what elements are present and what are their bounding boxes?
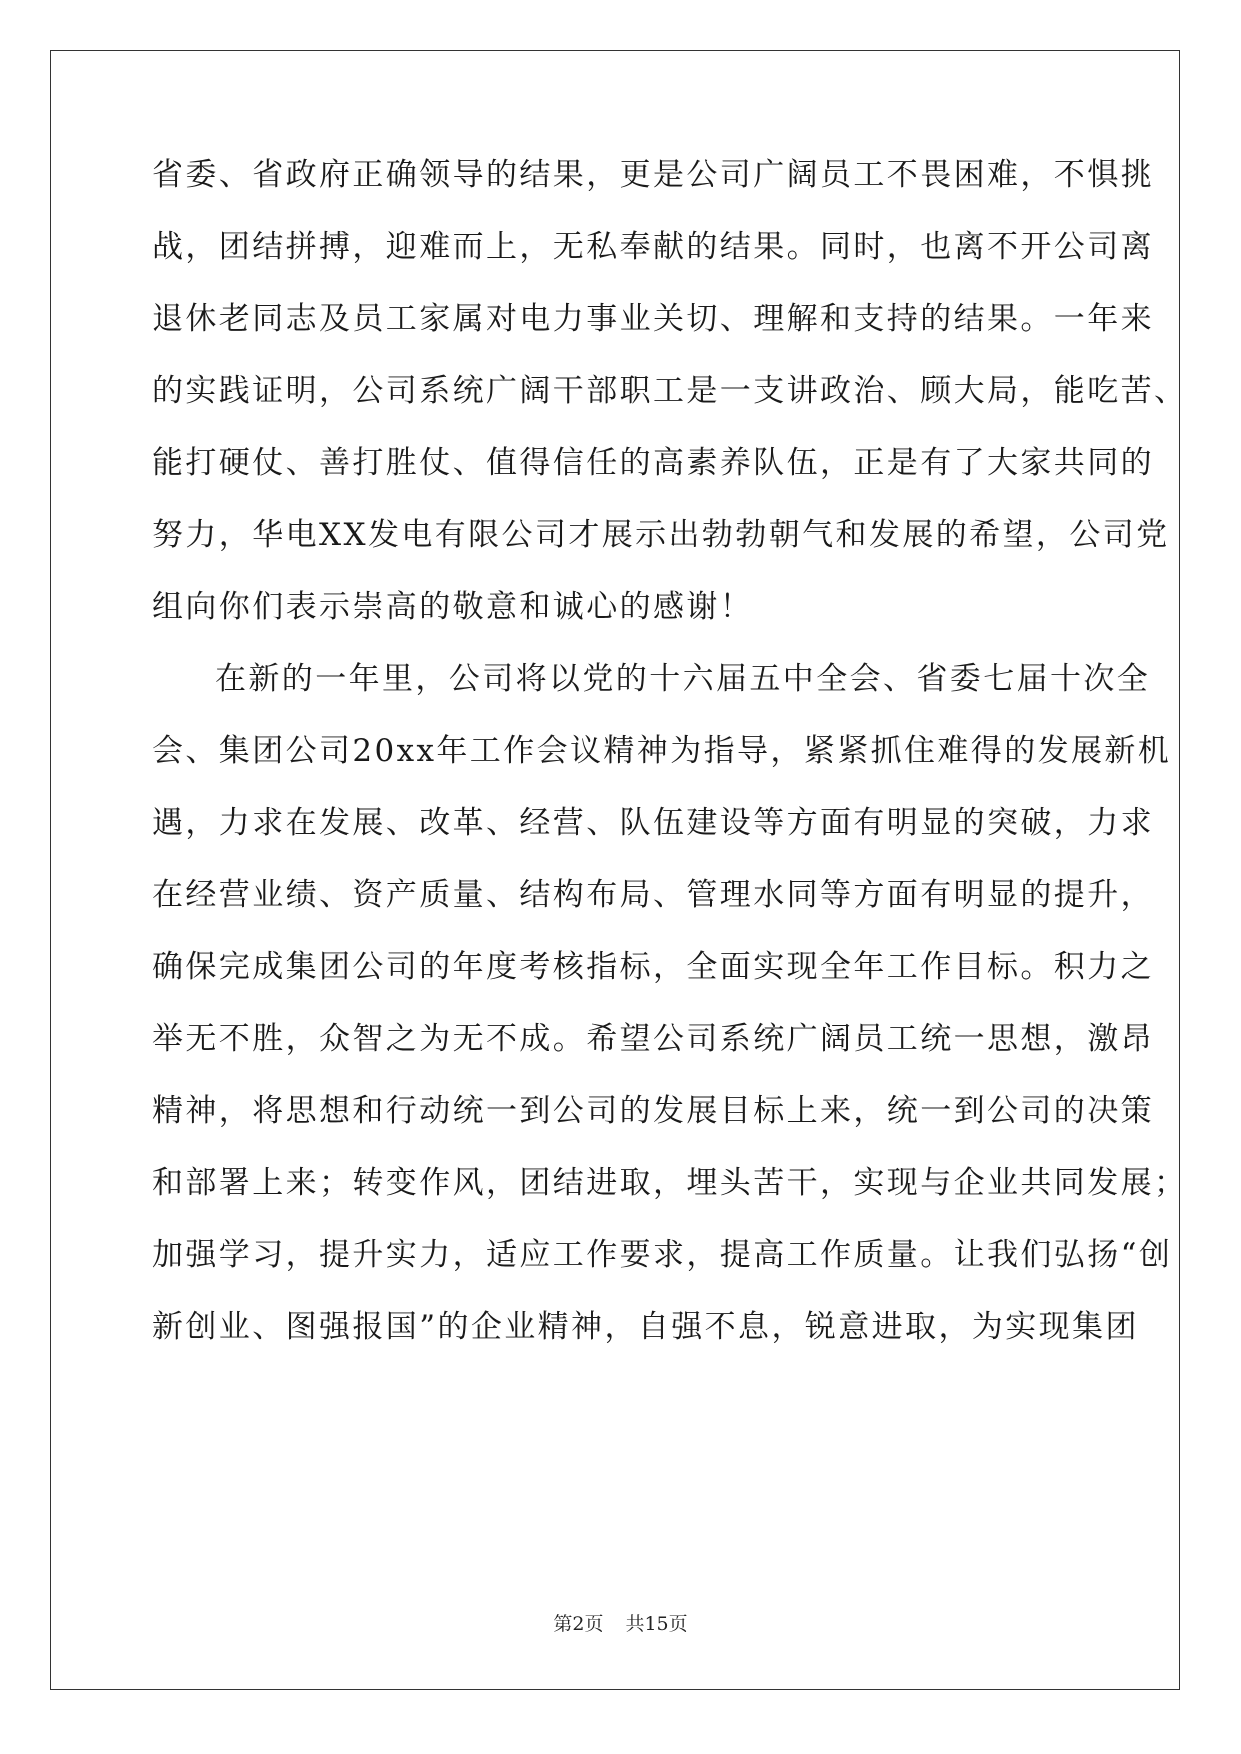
text-line: 努力，华电XX发电有限公司才展示出勃勃朝气和发展的希望，公司党 <box>152 517 1170 553</box>
text-line: 新创业、图强报国”的企业精神，自强不息，锐意进取，为实现集团 <box>152 1309 1139 1345</box>
text-line: 确保完成集团公司的年度考核指标，全面实现全年工作目标。积力之 <box>152 949 1154 985</box>
text-line: 能打硬仗、善打胜仗、值得信任的高素养队伍，正是有了大家共同的 <box>152 445 1154 481</box>
text-line: 的实践证明，公司系统广阔干部职工是一支讲政治、顾大局，能吃苦、 <box>152 373 1188 409</box>
text-line: 举无不胜，众智之为无不成。希望公司系统广阔员工统一思想，激昂 <box>152 1021 1154 1057</box>
text-line: 精神，将思想和行动统一到公司的发展目标上来，统一到公司的决策 <box>152 1093 1154 1129</box>
page-border <box>50 50 1180 1690</box>
text-line: 遇，力求在发展、改革、经营、队伍建设等方面有明显的突破，力求 <box>152 805 1154 841</box>
text-line: 和部署上来；转变作风，团结进取，埋头苦干，实现与企业共同发展； <box>152 1165 1188 1201</box>
text-line: 在新的一年里，公司将以党的十六届五中全会、省委七届十次全 <box>215 661 1151 697</box>
text-line: 组向你们表示崇高的敬意和诚心的感谢！ <box>152 589 754 625</box>
text-line: 在经营业绩、资产质量、结构布局、管理水同等方面有明显的提升， <box>152 877 1154 913</box>
text-line: 会、集团公司20xx年工作会议精神为指导，紧紧抓住难得的发展新机 <box>152 733 1172 769</box>
text-line: 退休老同志及员工家属对电力事业关切、理解和支持的结果。一年来 <box>152 301 1154 337</box>
text-line: 省委、省政府正确领导的结果，更是公司广阔员工不畏困难，不惧挑 <box>152 157 1154 193</box>
page-footer <box>0 1612 1241 1636</box>
text-line: 战，团结拼搏，迎难而上，无私奉献的结果。同时，也离不开公司离 <box>152 229 1154 265</box>
text-line: 加强学习，提升实力，适应工作要求，提高工作质量。让我们弘扬“创 <box>152 1237 1173 1273</box>
page-number-current: 第2页 <box>553 1613 604 1635</box>
page-number-total: 共15页 <box>625 1613 688 1635</box>
